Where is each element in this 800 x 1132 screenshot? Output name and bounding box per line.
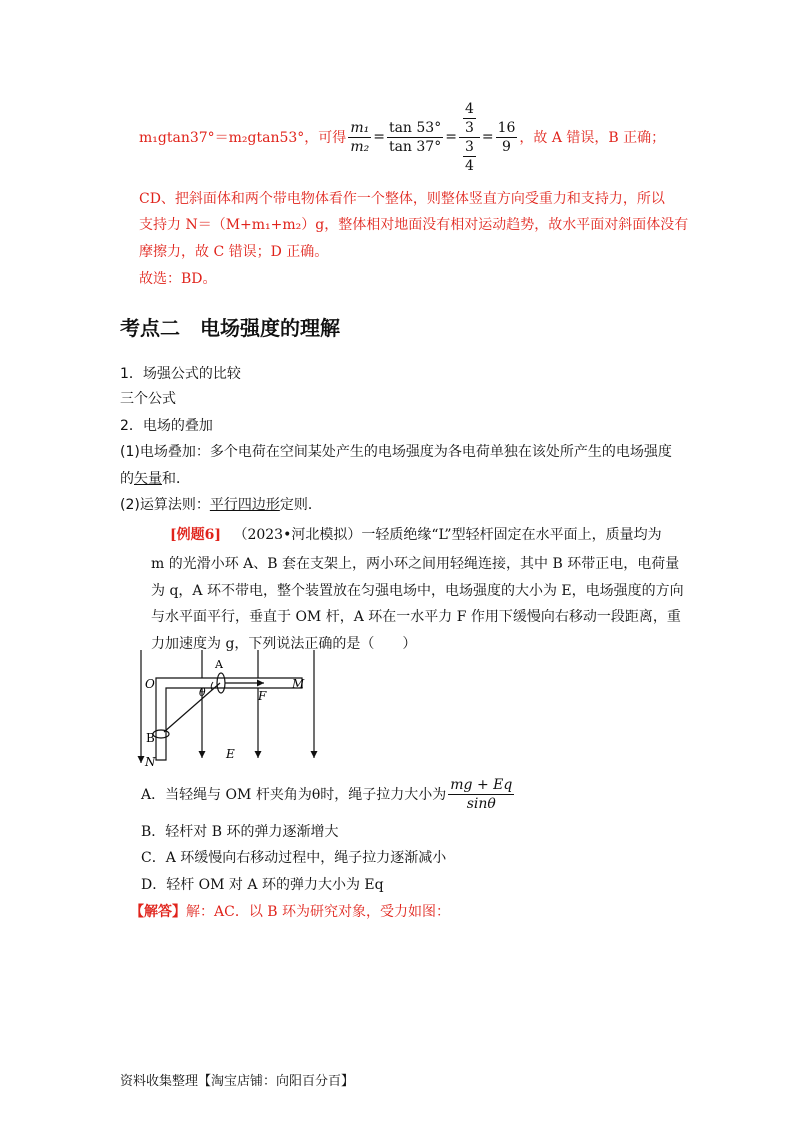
formula-suffix: ，故 A 错误，B 正确；: [519, 130, 666, 146]
item-2a-line2: [120, 468, 190, 488]
fraction-m2: m₂: [350, 138, 370, 155]
option-a-den: sinθ: [466, 795, 496, 812]
section-heading: 考点二 电场强度的理解: [120, 316, 340, 340]
label-o: O: [145, 677, 155, 691]
solution-formula-line: [139, 96, 665, 178]
equals-3: =: [481, 129, 494, 145]
example-line2: m 的光滑小环 A、B 套在支架上，两小环之间用轻绳连接，其中 B 环带正电，电荷量: [151, 556, 680, 572]
fraction-m1-m2: [348, 119, 371, 156]
label-a: A: [215, 658, 223, 671]
option-b: B．轻杆对 B 环的弹力逐渐增大: [141, 824, 339, 840]
fraction-4-3: [463, 100, 476, 137]
label-theta: θ: [199, 686, 206, 699]
equals-1: =: [373, 129, 385, 145]
answer-text: 解：AC．以 B 环为研究对象，受力如图：: [186, 904, 451, 920]
fraction-tan: [387, 119, 443, 156]
item-1-sub: 三个公式: [120, 391, 176, 407]
option-a-text: A．当轻绳与 OM 杆夹角为θ时，绳子拉力大小为: [141, 787, 447, 803]
nested-bot-num: 3: [464, 138, 474, 155]
nested-bot-den: 4: [464, 157, 474, 174]
example-line1-text: （2023•河北模拟）一轻质绝缘“L”型轻杆固定在水平面上，质量均为: [233, 527, 662, 543]
fraction-3-4: [463, 138, 476, 175]
option-a-num: mg + Eq: [450, 776, 513, 793]
item-1: 1．场强公式的比较: [120, 366, 241, 382]
solution-cd-line1: CD、把斜面体和两个带电物体看作一个整体，则整体竖直方向受重力和支持力，所以: [139, 191, 665, 207]
label-f: F: [258, 689, 267, 703]
label-n: N: [145, 755, 156, 769]
example-line4: 与水平面平行，垂直于 OM 杆，A 环在一水平力 F 作用下缓慢向右移动一段距离，重: [151, 609, 681, 625]
nested-top-den: 3: [464, 119, 474, 136]
fraction-tan53: tan 53°: [388, 119, 442, 136]
fraction-m1: m₁: [350, 119, 370, 136]
solution-cd-line2: 支持力 N＝（M+m₁+m₂）g，整体相对地面没有相对运动趋势，故水平面对斜面体没有: [139, 217, 689, 233]
physics-figure: [136, 648, 326, 770]
fraction-16: 16: [497, 119, 516, 136]
rope: [164, 683, 220, 732]
fraction-tan37: tan 37°: [388, 138, 442, 155]
formula-prefix: m₁gtan37°＝m₂gtan53°，可得: [139, 130, 347, 146]
option-a-fraction: [448, 776, 514, 813]
option-d: D．轻杆 OM 对 A 环的弹力大小为 Eq: [141, 877, 384, 893]
item-2a-underline: 矢量: [134, 471, 162, 487]
item-2a-pre: 的: [120, 471, 134, 487]
solution-answer: 故选：BD。: [139, 271, 217, 287]
fraction-9: 9: [502, 138, 511, 155]
fraction-16-9: [496, 119, 518, 156]
solution-cd-line3: 摩擦力，故 C 错误；D 正确。: [139, 244, 329, 260]
example-line3: 为 q，A 环不带电，整个装置放在匀强电场中，电场强度的大小为 E，电场强度的方向: [151, 583, 684, 599]
label-m: M: [292, 677, 305, 691]
fraction-nested: [459, 100, 480, 175]
label-b: B: [146, 731, 155, 745]
item-2b: [120, 494, 322, 514]
item-2: 2．电场的叠加: [120, 418, 213, 434]
item-2a-post: 和．: [162, 471, 190, 487]
option-c: C．A 环缓慢向右移动过程中，绳子拉力逐渐减小: [141, 850, 447, 866]
item-2b-underline: 平行四边形: [209, 497, 280, 513]
answer-tag: 【解答】: [130, 904, 186, 920]
item-2a-line1: (1)电场叠加：多个电荷在空间某处产生的电场强度为各电荷单独在该处所产生的电场强度: [120, 444, 672, 460]
nested-top-num: 4: [464, 100, 474, 117]
label-e: E: [226, 747, 235, 761]
example-line1: [170, 524, 662, 544]
item-2b-pre: (2)运算法则：: [120, 497, 210, 513]
item-2b-post: 定则．: [279, 497, 322, 513]
answer-line: [130, 901, 450, 921]
example-line5: 力加速度为 g，下列说法正确的是（ ）: [151, 636, 417, 652]
nested-top: [459, 100, 480, 138]
equals-2: =: [445, 129, 457, 145]
nested-bottom: [463, 138, 476, 175]
option-a: [141, 774, 516, 814]
example-tag: [例题6]: [170, 527, 221, 543]
footer-text: 资料收集整理【淘宝店铺：向阳百分百】: [120, 1074, 355, 1089]
